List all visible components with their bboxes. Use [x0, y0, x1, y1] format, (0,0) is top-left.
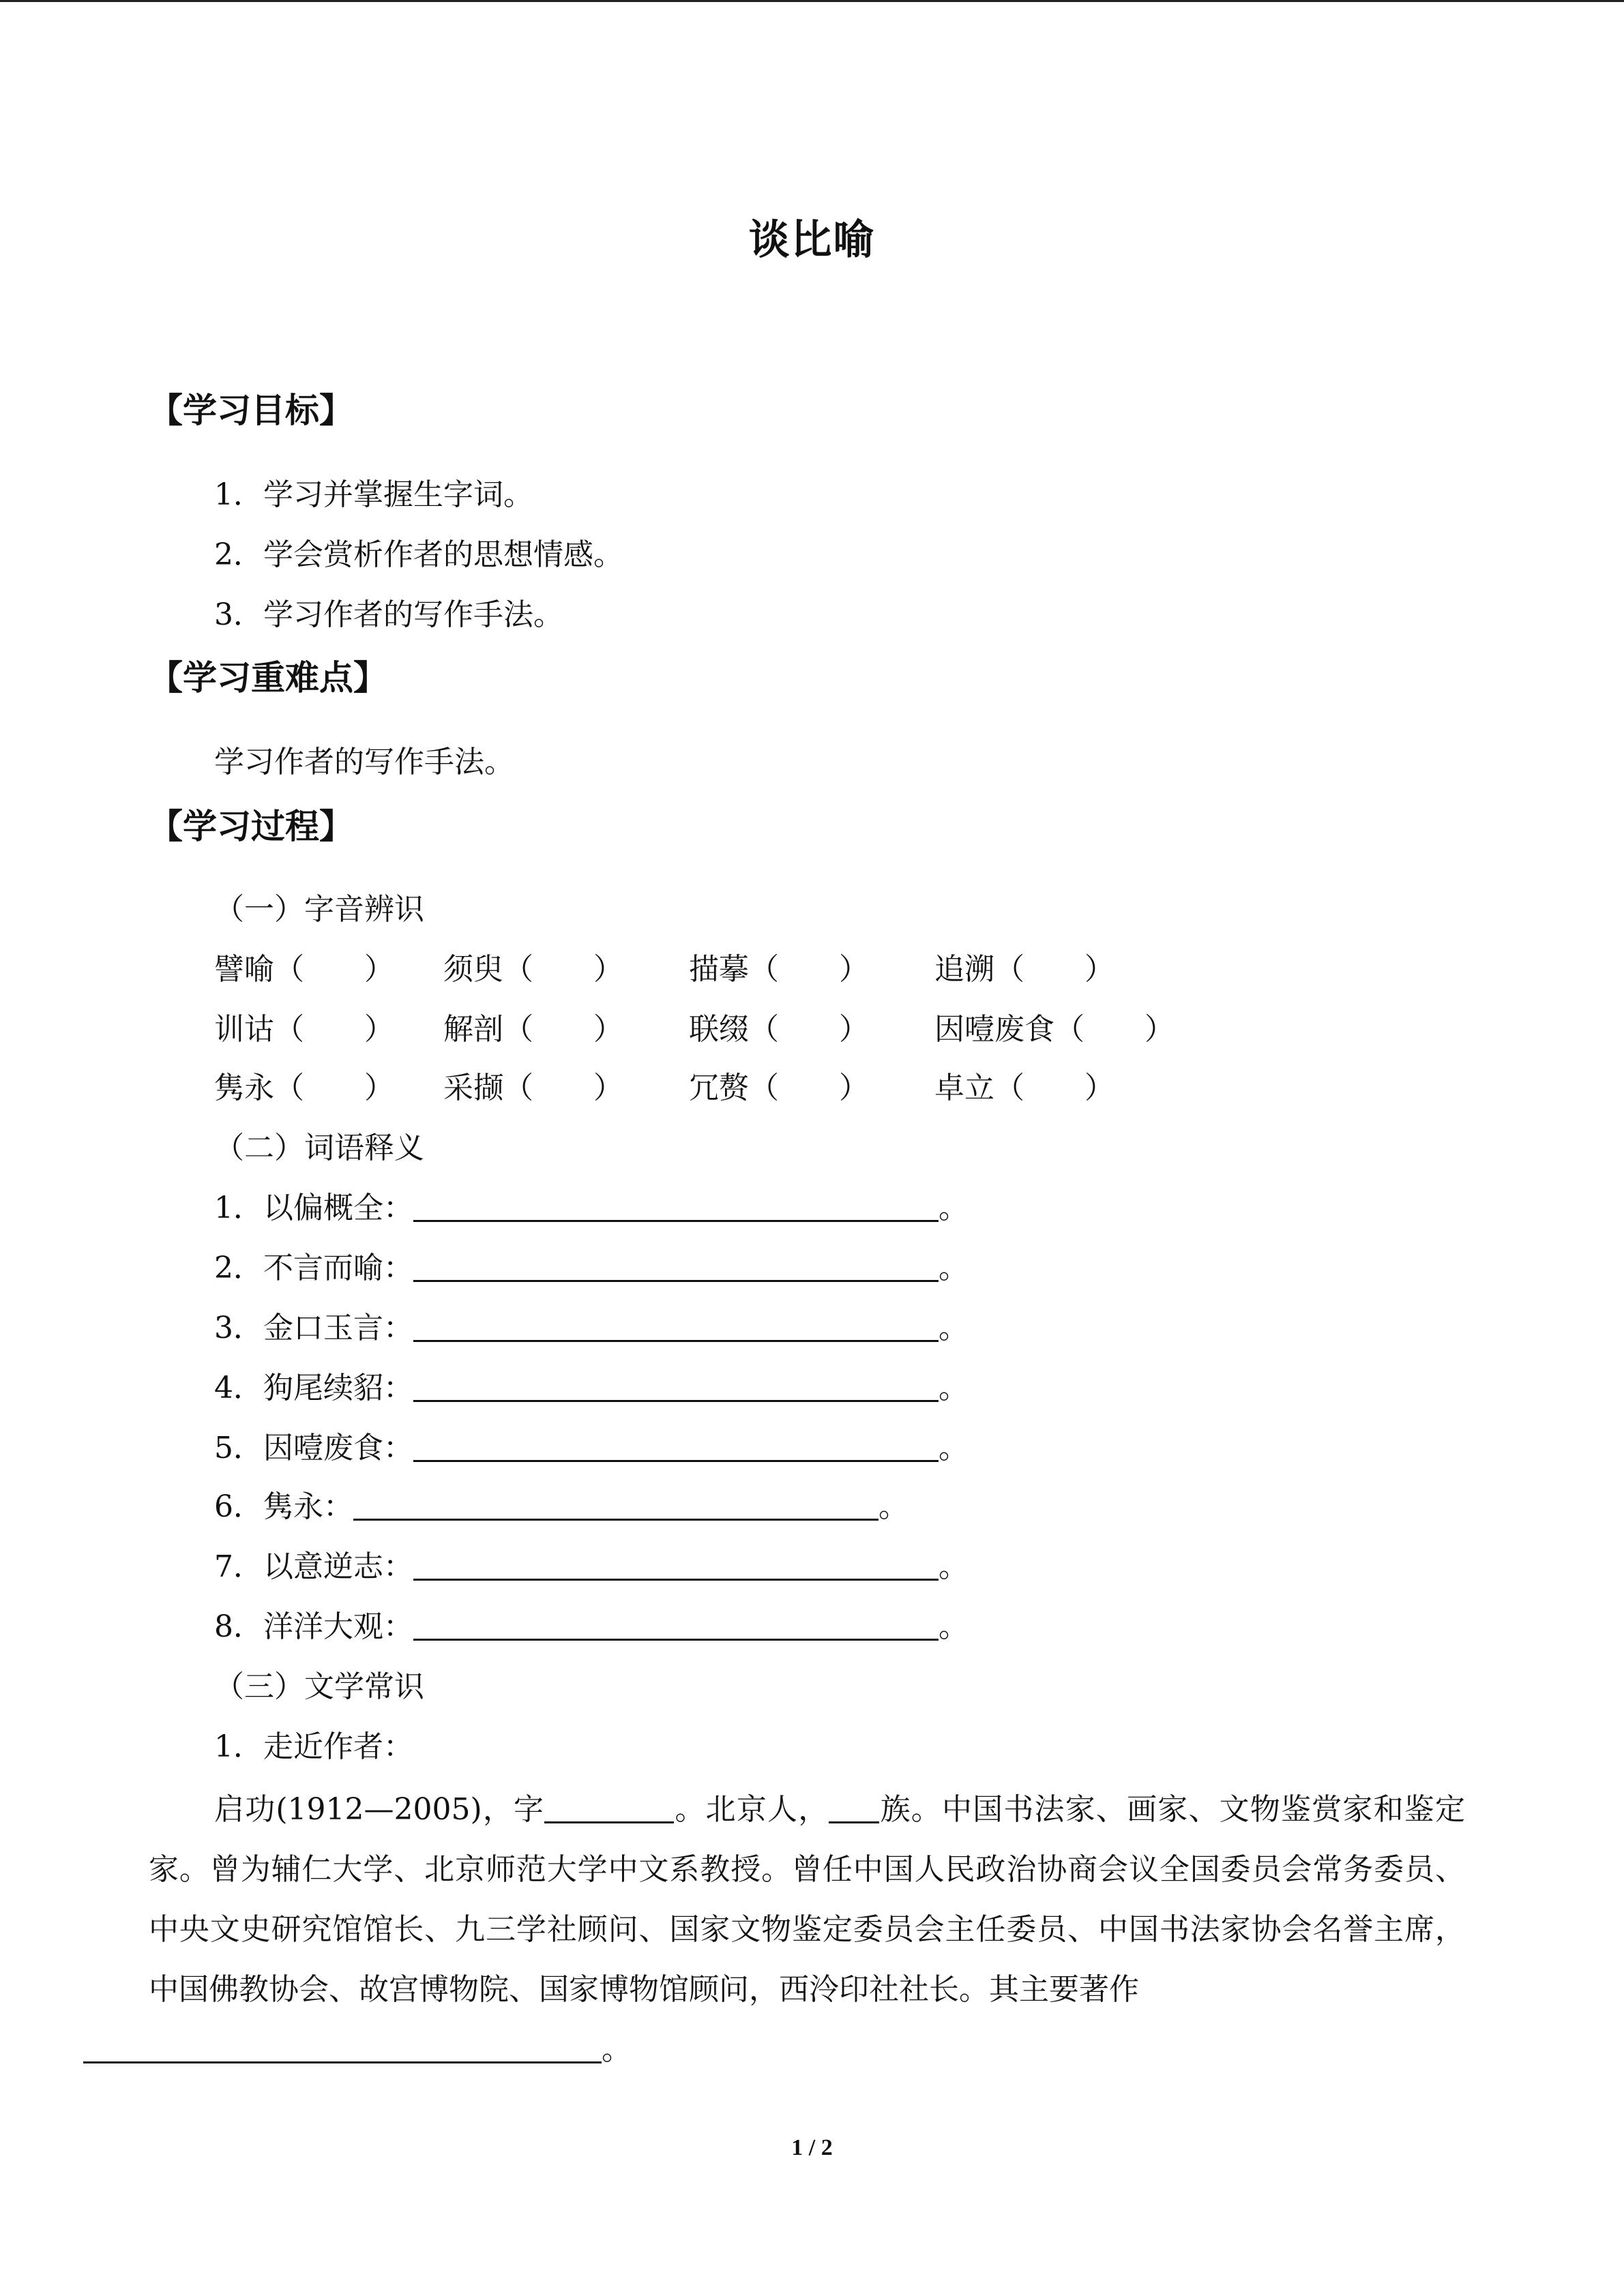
author-paragraph [149, 1780, 1465, 2080]
answer-blank[interactable] [413, 1369, 939, 1402]
part3-title: （三）文学常识 [214, 1669, 424, 1704]
definition-term: 3．金口玉言： [214, 1311, 413, 1345]
pinyin-cell: 因噎废食（ ） [934, 1012, 1175, 1047]
definition-item-2 [214, 1248, 969, 1289]
definition-item-3 [214, 1308, 969, 1349]
goal-item-1: 1．学习并掌握生字词。 [214, 477, 533, 512]
end-mark: 。 [939, 1311, 969, 1345]
pinyin-cell: 追溯（ ） [934, 952, 1114, 987]
definition-item-1 [214, 1188, 969, 1229]
end-mark: 。 [879, 1489, 909, 1524]
heading-learning-process: 【学习过程】 [149, 807, 353, 846]
answer-blank[interactable] [413, 1189, 939, 1222]
definition-term: 5．因噎废食： [214, 1431, 413, 1465]
goal-item-2: 2．学会赏析作者的思想情感。 [214, 537, 623, 572]
pinyin-cell: 隽永（ ） [214, 1071, 394, 1105]
definition-term: 2．不言而喻： [214, 1251, 413, 1285]
pinyin-cell: 须臾（ ） [443, 952, 623, 987]
end-mark: 。 [939, 1251, 969, 1285]
works-blank[interactable] [83, 2030, 602, 2063]
pinyin-cell: 解剖（ ） [443, 1012, 623, 1047]
pinyin-cell: 冗赘（ ） [689, 1071, 869, 1105]
pinyin-cell: 联缀（ ） [689, 1012, 869, 1047]
definition-term: 8．洋洋大观： [214, 1609, 413, 1644]
key-points-text: 学习作者的写作手法。 [214, 745, 514, 779]
heading-learning-goals: 【学习目标】 [149, 391, 353, 430]
end-mark: 。 [939, 1431, 969, 1465]
part3-item-1: 1．走近作者： [214, 1729, 413, 1764]
definition-item-6 [214, 1487, 909, 1527]
para-end: 。 [602, 2032, 632, 2067]
part2-title: （二）词语释义 [214, 1131, 424, 1165]
end-mark: 。 [939, 1191, 969, 1225]
part1-title: （一）字音辨识 [214, 892, 424, 927]
answer-blank[interactable] [413, 1309, 939, 1342]
definition-item-5 [214, 1428, 969, 1469]
definition-term: 4．狗尾续貂： [214, 1371, 413, 1405]
ethnicity-blank[interactable] [829, 1790, 879, 1823]
para-mid: 。北京人， [674, 1792, 829, 1827]
definition-item-4 [214, 1368, 969, 1409]
pinyin-cell: 描摹（ ） [689, 952, 869, 987]
end-mark: 。 [939, 1371, 969, 1405]
courtesy-name-blank[interactable] [544, 1790, 674, 1823]
goal-item-3: 3．学习作者的写作手法。 [214, 597, 563, 632]
answer-blank[interactable] [353, 1487, 879, 1521]
page-number: 1 / 2 [791, 2135, 833, 2160]
definition-item-7 [214, 1547, 969, 1587]
para-rest: 族。中国书法家、画家、文物鉴赏家和鉴定家。曾为辅仁大学、北京师范大学中文系教授。曾任中国人民政治协商会议全国委员会常务委员、中央文史研究馆馆长、九三学社顾问、国家文物鉴定委员会主任委员、中国书法家协会名誉主席，中国佛教协会、故宫博物院、国家博物馆顾问，西泠印社社长。其主要著作 [149, 1792, 1466, 2007]
end-mark: 。 [939, 1549, 969, 1584]
pinyin-cell: 譬喻（ ） [214, 952, 394, 987]
pinyin-cell: 训诂（ ） [214, 1012, 394, 1047]
definition-term: 6．隽永： [214, 1489, 353, 1524]
heading-key-points: 【学习重难点】 [149, 658, 387, 698]
answer-blank[interactable] [413, 1547, 939, 1581]
para-start: 启功(1912—2005)，字 [214, 1792, 545, 1827]
end-mark: 。 [939, 1609, 969, 1644]
answer-blank[interactable] [413, 1429, 939, 1462]
page-title: 谈比喻 [748, 216, 876, 264]
answer-blank[interactable] [413, 1249, 939, 1282]
pinyin-cell: 卓立（ ） [934, 1071, 1114, 1105]
definition-term: 1．以偏概全： [214, 1191, 413, 1225]
page-top-border [0, 0, 1624, 2]
answer-blank[interactable] [413, 1607, 939, 1641]
pinyin-cell: 采撷（ ） [443, 1071, 623, 1105]
definition-item-8 [214, 1607, 969, 1648]
definition-term: 7．以意逆志： [214, 1549, 413, 1584]
